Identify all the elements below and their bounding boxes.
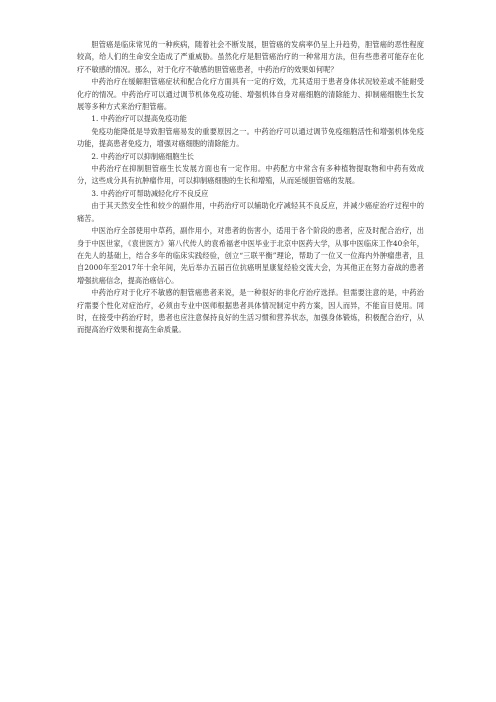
document-body (77, 39, 424, 337)
section-heading-side-effects: 3. 中药治疗可帮助减轻化疗不良反应 (91, 188, 209, 198)
immunity-paragraph: 免疫功能降低是导致胆管癌易发的重要原因之一。中药治疗可以通过调节免疫细胞活性和增强机体免疫功能，提高患者免疫力，增强对癌细胞的清除能力。 (77, 126, 424, 149)
inhibit-growth-paragraph: 中药治疗在抑制胆管癌生长发展方面也有一定作用。中药配方中常含有多种植物提取物和中药有效成分，这些成分具有抗肿瘤作用，可以抑制癌细胞的生长和增殖，从而延缓胆管癌的发展。 (77, 164, 424, 186)
overview-paragraph: 中药治疗在缓解胆管癌症状和配合化疗方面具有一定的疗效，尤其适用于患者身体状况较差或不能耐受化疗的情况。中药治疗可以通过调节机体免疫功能、增强机体自身对癌细胞的清除能力、抑制癌细胞生长发展等多种方式来治疗胆管癌。 (77, 77, 424, 112)
side-effects-paragraph: 由于其天然安全性和较少的副作用，中药治疗可以辅助化疗减轻其不良反应，并减少癌症治疗过程中的痛苦。 (77, 201, 424, 223)
doctor-paragraph: 中医治疗全部使用中草药，副作用小，对患者的伤害小，适用于各个阶段的患者，应及时配合治疗，出身于中医世家，《袁世医方》第八代传人的袁希福老中医毕业于北京中医药大学，从事中医临床工作40余年，在先人的基础上，结合多年的临床实践经验，创立“三联平衡”理论，帮助了一位又一位海内外肿瘤患者，且自2000年至2017年十余年间，先后举办五届百位抗癌明星康复经验交流大会，为其他正在努力奋战的患者增强抗癌信念，提高治癌信心。 (77, 226, 424, 285)
intro-paragraph: 胆管癌是临床常见的一种疾病，随着社会不断发展，胆管癌的发病率仍呈上升趋势，胆管癌的恶性程度较高，给人们的生命安全造成了严重威胁。虽然化疗是胆管癌治疗的一种常用方法，但有些患者可能存在化疗不敏感的情况。那么，对于化疗不敏感的胆管癌患者，中药治疗的效果如何呢？ (77, 40, 424, 74)
section-heading-inhibit-growth: 2. 中药治疗可以抑制癌细胞生长 (91, 151, 194, 161)
conclusion-paragraph: 中药治疗对于化疗不敏感的胆管癌患者来说，是一种很好的非化疗治疗选择。但需要注意的是，中药治疗需要个性化对症治疗，必须由专业中医师根据患者具体情况制定中药方案，因人而异，不能盲目使用。同时，在接受中药治疗时，患者也应注意保持良好的生活习惯和营养状态，加强身体锻炼，积极配合治疗，从而提高治疗效果和提高生命质量。 (77, 288, 424, 335)
section-heading-immunity: 1. 中药治疗可以提高免疫功能 (91, 114, 187, 124)
